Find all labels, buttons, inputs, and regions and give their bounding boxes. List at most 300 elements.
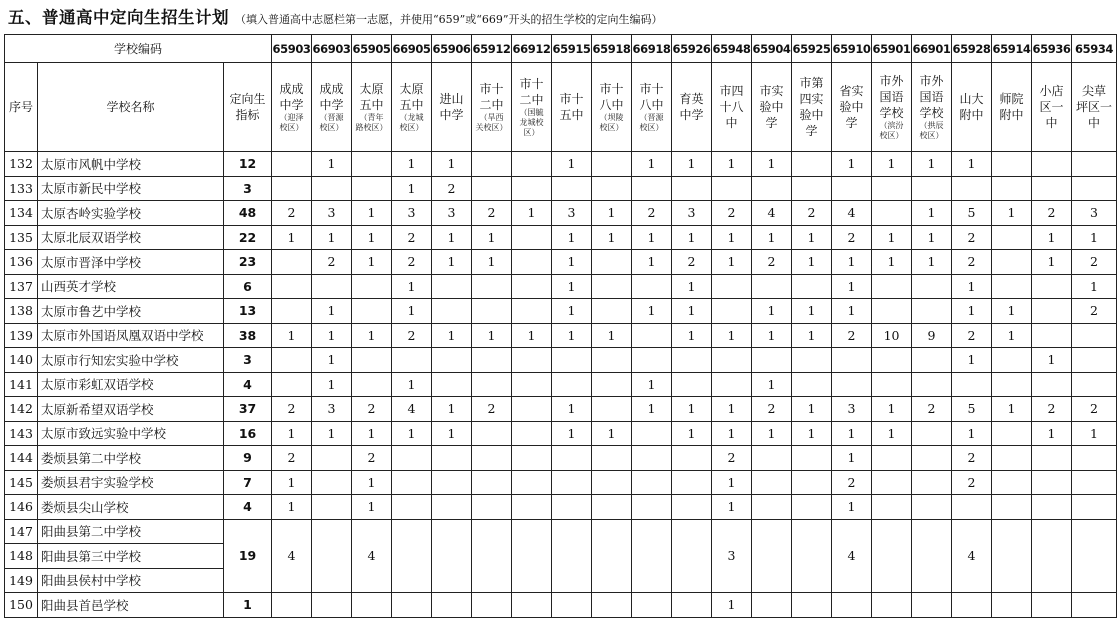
row-value: 1 (312, 299, 352, 324)
target-school-name: 市十 二中 （国毓 龙城校区） (512, 63, 552, 152)
row-value (1032, 593, 1072, 618)
row-seq: 146 (5, 495, 38, 520)
row-value (632, 421, 672, 446)
row-value: 2 (832, 225, 872, 250)
row-value: 1 (872, 397, 912, 422)
table-row (5, 446, 1117, 471)
row-value: 2 (912, 397, 952, 422)
row-value (672, 470, 712, 495)
row-value: 2 (672, 250, 712, 275)
row-value: 1 (632, 397, 672, 422)
table-row (5, 421, 1117, 446)
row-value (872, 470, 912, 495)
row-value: 1 (632, 372, 672, 397)
row-value (1072, 176, 1117, 201)
row-value: 1 (392, 372, 432, 397)
row-value (272, 250, 312, 275)
row-value: 1 (992, 323, 1032, 348)
row-value (272, 299, 312, 324)
row-value (512, 348, 552, 373)
row-value (872, 372, 912, 397)
row-value (632, 274, 672, 299)
row-value (832, 348, 872, 373)
row-seq: 132 (5, 152, 38, 177)
row-value (832, 593, 872, 618)
row-school-name: 太原杏岭实验学校 (38, 201, 224, 226)
row-quota: 3 (224, 176, 272, 201)
row-value: 1 (432, 225, 472, 250)
row-value: 1 (672, 152, 712, 177)
target-school-name: 太原 五中 （青年 路校区） (352, 63, 392, 152)
row-value (512, 274, 552, 299)
row-value: 1 (432, 152, 472, 177)
row-school-name: 太原市新民中学校 (38, 176, 224, 201)
row-value: 1 (952, 348, 992, 373)
table-row (5, 250, 1117, 275)
school-code: 66918 (632, 35, 672, 63)
row-value: 1 (312, 225, 352, 250)
merged-quota: 19 (224, 519, 272, 593)
row-school-name: 娄烦县君宇实验学校 (38, 470, 224, 495)
row-value (992, 470, 1032, 495)
row-value (512, 593, 552, 618)
row-value (952, 495, 992, 520)
row-value: 1 (712, 470, 752, 495)
row-value: 1 (952, 152, 992, 177)
row-school-name: 娄烦县尖山学校 (38, 495, 224, 520)
row-school-name: 娄烦县第二中学校 (38, 446, 224, 471)
row-value: 1 (552, 152, 592, 177)
table-row (5, 470, 1117, 495)
row-value: 1 (432, 323, 472, 348)
row-value: 1 (712, 495, 752, 520)
row-value (872, 274, 912, 299)
row-seq: 143 (5, 421, 38, 446)
row-value (752, 274, 792, 299)
row-value: 1 (672, 299, 712, 324)
row-value (632, 593, 672, 618)
row-value: 1 (472, 225, 512, 250)
row-value: 1 (872, 152, 912, 177)
row-value (992, 372, 1032, 397)
row-school-name: 阳曲县首邑学校 (38, 593, 224, 618)
row-value (592, 495, 632, 520)
row-value (392, 348, 432, 373)
row-value: 1 (552, 225, 592, 250)
row-seq: 135 (5, 225, 38, 250)
row-value: 1 (272, 225, 312, 250)
row-value (312, 176, 352, 201)
target-school-name: 山大 附中 (952, 63, 992, 152)
merged-value (672, 519, 712, 593)
row-value (1032, 470, 1072, 495)
row-value: 1 (752, 299, 792, 324)
row-value (672, 495, 712, 520)
row-quota: 4 (224, 495, 272, 520)
row-value (472, 372, 512, 397)
table-row (5, 299, 1117, 324)
row-value: 1 (712, 225, 752, 250)
row-quota: 16 (224, 421, 272, 446)
row-value (672, 348, 712, 373)
school-name-row (5, 63, 1117, 152)
row-value: 2 (392, 250, 432, 275)
row-school-name: 阳曲县侯村中学校 (38, 568, 224, 593)
row-value: 2 (952, 446, 992, 471)
target-school-name: 太原 五中 （龙城 校区） (392, 63, 432, 152)
row-value (472, 274, 512, 299)
row-value (1072, 348, 1117, 373)
target-school-name: 省实 验中学 (832, 63, 872, 152)
table-row (5, 274, 1117, 299)
row-value (992, 176, 1032, 201)
row-value: 1 (752, 372, 792, 397)
row-value (272, 274, 312, 299)
row-value: 1 (472, 323, 512, 348)
row-value: 2 (272, 446, 312, 471)
row-value (592, 176, 632, 201)
row-value (552, 495, 592, 520)
row-value (432, 299, 472, 324)
row-value: 1 (552, 250, 592, 275)
row-value (992, 225, 1032, 250)
school-code: 66912 (512, 35, 552, 63)
row-value (272, 593, 312, 618)
row-value: 2 (952, 225, 992, 250)
row-value (552, 470, 592, 495)
row-value (512, 421, 552, 446)
row-seq: 144 (5, 446, 38, 471)
row-value: 1 (352, 470, 392, 495)
row-value: 2 (272, 397, 312, 422)
row-school-name: 阳曲县第二中学校 (38, 519, 224, 544)
row-value (472, 421, 512, 446)
row-value (312, 470, 352, 495)
row-value (912, 495, 952, 520)
row-value (752, 495, 792, 520)
row-value (512, 176, 552, 201)
row-value: 2 (432, 176, 472, 201)
row-value (912, 446, 952, 471)
row-value (952, 593, 992, 618)
row-value (512, 152, 552, 177)
row-value (1032, 495, 1072, 520)
row-seq: 133 (5, 176, 38, 201)
row-value: 1 (632, 299, 672, 324)
merged-value (752, 519, 792, 593)
row-value (272, 348, 312, 373)
row-school-name: 太原市彩虹双语学校 (38, 372, 224, 397)
row-seq: 134 (5, 201, 38, 226)
row-value (1072, 470, 1117, 495)
row-value: 1 (712, 593, 752, 618)
row-value: 1 (312, 152, 352, 177)
row-value (312, 274, 352, 299)
row-value: 1 (392, 274, 432, 299)
row-value (352, 372, 392, 397)
row-value (872, 348, 912, 373)
school-code: 66905 (392, 35, 432, 63)
target-school-name: 市外 国语学校 （滨汾 校区） (872, 63, 912, 152)
row-value: 1 (632, 152, 672, 177)
row-value (1032, 274, 1072, 299)
table-row (5, 201, 1117, 226)
row-value (592, 348, 632, 373)
merged-value (632, 519, 672, 593)
row-value (632, 470, 672, 495)
row-value (472, 593, 512, 618)
row-value (792, 372, 832, 397)
row-value (592, 250, 632, 275)
row-quota: 6 (224, 274, 272, 299)
row-value: 1 (272, 421, 312, 446)
row-value (472, 176, 512, 201)
row-value (592, 274, 632, 299)
row-value (992, 421, 1032, 446)
row-value (472, 470, 512, 495)
row-value: 1 (832, 299, 872, 324)
row-value: 3 (392, 201, 432, 226)
row-value: 1 (1072, 225, 1117, 250)
target-school-name: 尖草 坪区一中 (1072, 63, 1117, 152)
row-value (432, 593, 472, 618)
row-seq: 148 (5, 544, 38, 569)
row-school-name: 太原市鲁艺中学校 (38, 299, 224, 324)
row-value (792, 593, 832, 618)
row-value: 1 (1072, 274, 1117, 299)
row-value: 1 (392, 152, 432, 177)
row-value: 2 (392, 225, 432, 250)
row-value (432, 348, 472, 373)
row-value (712, 348, 752, 373)
row-value: 1 (352, 250, 392, 275)
row-value (792, 274, 832, 299)
row-value (952, 176, 992, 201)
row-value (872, 446, 912, 471)
row-value: 1 (672, 323, 712, 348)
merged-value (512, 519, 552, 593)
row-value (392, 495, 432, 520)
school-code: 66903 (312, 35, 352, 63)
row-value (912, 421, 952, 446)
row-value (1072, 593, 1117, 618)
row-value: 1 (352, 201, 392, 226)
row-value (832, 176, 872, 201)
row-value: 1 (592, 201, 632, 226)
school-code: 65934 (1072, 35, 1117, 63)
target-school-name: 市第 四实验中学 (792, 63, 832, 152)
row-value: 1 (792, 323, 832, 348)
page-note: （填入普通高中志愿栏第一志愿，并使用“659”或“669”开头的招生学校的定向生编码） (235, 13, 663, 26)
row-value: 1 (432, 397, 472, 422)
row-value (1072, 323, 1117, 348)
row-value (592, 593, 632, 618)
row-value: 2 (472, 201, 512, 226)
row-value: 1 (712, 323, 752, 348)
school-code: 66901 (912, 35, 952, 63)
seq-header: 序号 (5, 63, 38, 152)
row-quota: 7 (224, 470, 272, 495)
row-value (992, 152, 1032, 177)
row-value: 2 (352, 397, 392, 422)
row-value (752, 176, 792, 201)
row-quota: 38 (224, 323, 272, 348)
table-row (5, 593, 1117, 618)
target-school-name: 市四 十八中 (712, 63, 752, 152)
row-value: 9 (912, 323, 952, 348)
page-header (8, 4, 662, 32)
merged-value (472, 519, 512, 593)
row-value (1072, 152, 1117, 177)
row-value (512, 250, 552, 275)
row-value: 1 (1072, 421, 1117, 446)
merged-value (1072, 519, 1117, 593)
row-value (552, 348, 592, 373)
row-school-name: 太原北辰双语学校 (38, 225, 224, 250)
merged-value (432, 519, 472, 593)
row-value: 1 (832, 250, 872, 275)
row-value (832, 372, 872, 397)
row-value (672, 593, 712, 618)
row-value: 3 (432, 201, 472, 226)
code-label: 学校编码 (5, 35, 272, 63)
row-value: 1 (552, 421, 592, 446)
row-value: 1 (792, 421, 832, 446)
row-value: 1 (392, 299, 432, 324)
row-value (272, 152, 312, 177)
row-value (992, 250, 1032, 275)
row-value (792, 348, 832, 373)
row-value: 2 (392, 323, 432, 348)
school-code-row (5, 35, 1117, 63)
row-value: 1 (992, 397, 1032, 422)
row-value: 4 (392, 397, 432, 422)
row-value: 1 (952, 299, 992, 324)
merged-value (872, 519, 912, 593)
row-seq: 137 (5, 274, 38, 299)
target-school-name: 市十 八中 （晋源 校区） (632, 63, 672, 152)
row-value: 1 (712, 250, 752, 275)
merged-value: 4 (352, 519, 392, 593)
school-code: 65948 (712, 35, 752, 63)
row-value (312, 593, 352, 618)
merged-value (312, 519, 352, 593)
row-value: 3 (832, 397, 872, 422)
school-code: 65904 (752, 35, 792, 63)
row-value: 1 (512, 201, 552, 226)
school-code: 65925 (792, 35, 832, 63)
school-code: 65915 (552, 35, 592, 63)
row-value (752, 470, 792, 495)
row-value: 2 (832, 323, 872, 348)
row-value: 1 (992, 299, 1032, 324)
row-value (672, 176, 712, 201)
table-row (5, 397, 1117, 422)
school-code: 65905 (352, 35, 392, 63)
row-value (592, 397, 632, 422)
target-school-name: 师院 附中 (992, 63, 1032, 152)
row-value: 2 (472, 397, 512, 422)
row-value: 3 (672, 201, 712, 226)
row-value (592, 299, 632, 324)
merged-value: 3 (712, 519, 752, 593)
row-value: 1 (1032, 225, 1072, 250)
row-seq: 149 (5, 568, 38, 593)
row-value: 1 (832, 421, 872, 446)
row-quota: 3 (224, 348, 272, 373)
row-value: 2 (1032, 201, 1072, 226)
row-value: 1 (592, 225, 632, 250)
row-value (992, 495, 1032, 520)
row-value (792, 470, 832, 495)
row-value (992, 348, 1032, 373)
row-school-name: 太原市行知宏实验中学校 (38, 348, 224, 373)
row-value: 1 (752, 421, 792, 446)
row-value: 1 (672, 397, 712, 422)
row-value (992, 593, 1032, 618)
row-value: 1 (1032, 348, 1072, 373)
row-value: 2 (312, 250, 352, 275)
enrollment-table (4, 34, 1117, 618)
row-value (352, 348, 392, 373)
row-value: 1 (752, 225, 792, 250)
school-code: 65912 (472, 35, 512, 63)
table-row (5, 495, 1117, 520)
row-value (392, 593, 432, 618)
row-value (352, 152, 392, 177)
row-value: 1 (1032, 421, 1072, 446)
row-quota: 23 (224, 250, 272, 275)
row-value: 1 (712, 421, 752, 446)
row-value (792, 152, 832, 177)
row-value: 1 (712, 152, 752, 177)
target-school-name: 市外 国语学校 （拱辰 校区） (912, 63, 952, 152)
row-value: 1 (912, 225, 952, 250)
row-value (552, 372, 592, 397)
table-row (5, 372, 1117, 397)
row-value (512, 446, 552, 471)
row-value (992, 274, 1032, 299)
row-value (872, 495, 912, 520)
school-code: 65903 (272, 35, 312, 63)
row-value: 1 (512, 323, 552, 348)
row-value (272, 372, 312, 397)
table-body (5, 35, 1117, 618)
row-value: 1 (872, 225, 912, 250)
row-value (912, 299, 952, 324)
row-value: 2 (1072, 250, 1117, 275)
row-value (872, 176, 912, 201)
row-value (1032, 446, 1072, 471)
row-value: 1 (912, 250, 952, 275)
row-value (472, 299, 512, 324)
row-value (1072, 495, 1117, 520)
row-value: 1 (672, 274, 712, 299)
target-school-name: 市十 八中 （坝陵 校区） (592, 63, 632, 152)
row-value: 1 (352, 421, 392, 446)
row-value: 2 (952, 250, 992, 275)
row-value: 2 (1072, 299, 1117, 324)
row-value: 1 (632, 225, 672, 250)
target-school-name: 育英 中学 (672, 63, 712, 152)
row-value (712, 274, 752, 299)
row-value (512, 495, 552, 520)
target-school-name: 市十 五中 (552, 63, 592, 152)
row-quota: 22 (224, 225, 272, 250)
row-value: 2 (712, 201, 752, 226)
row-value (512, 225, 552, 250)
row-value: 2 (792, 201, 832, 226)
